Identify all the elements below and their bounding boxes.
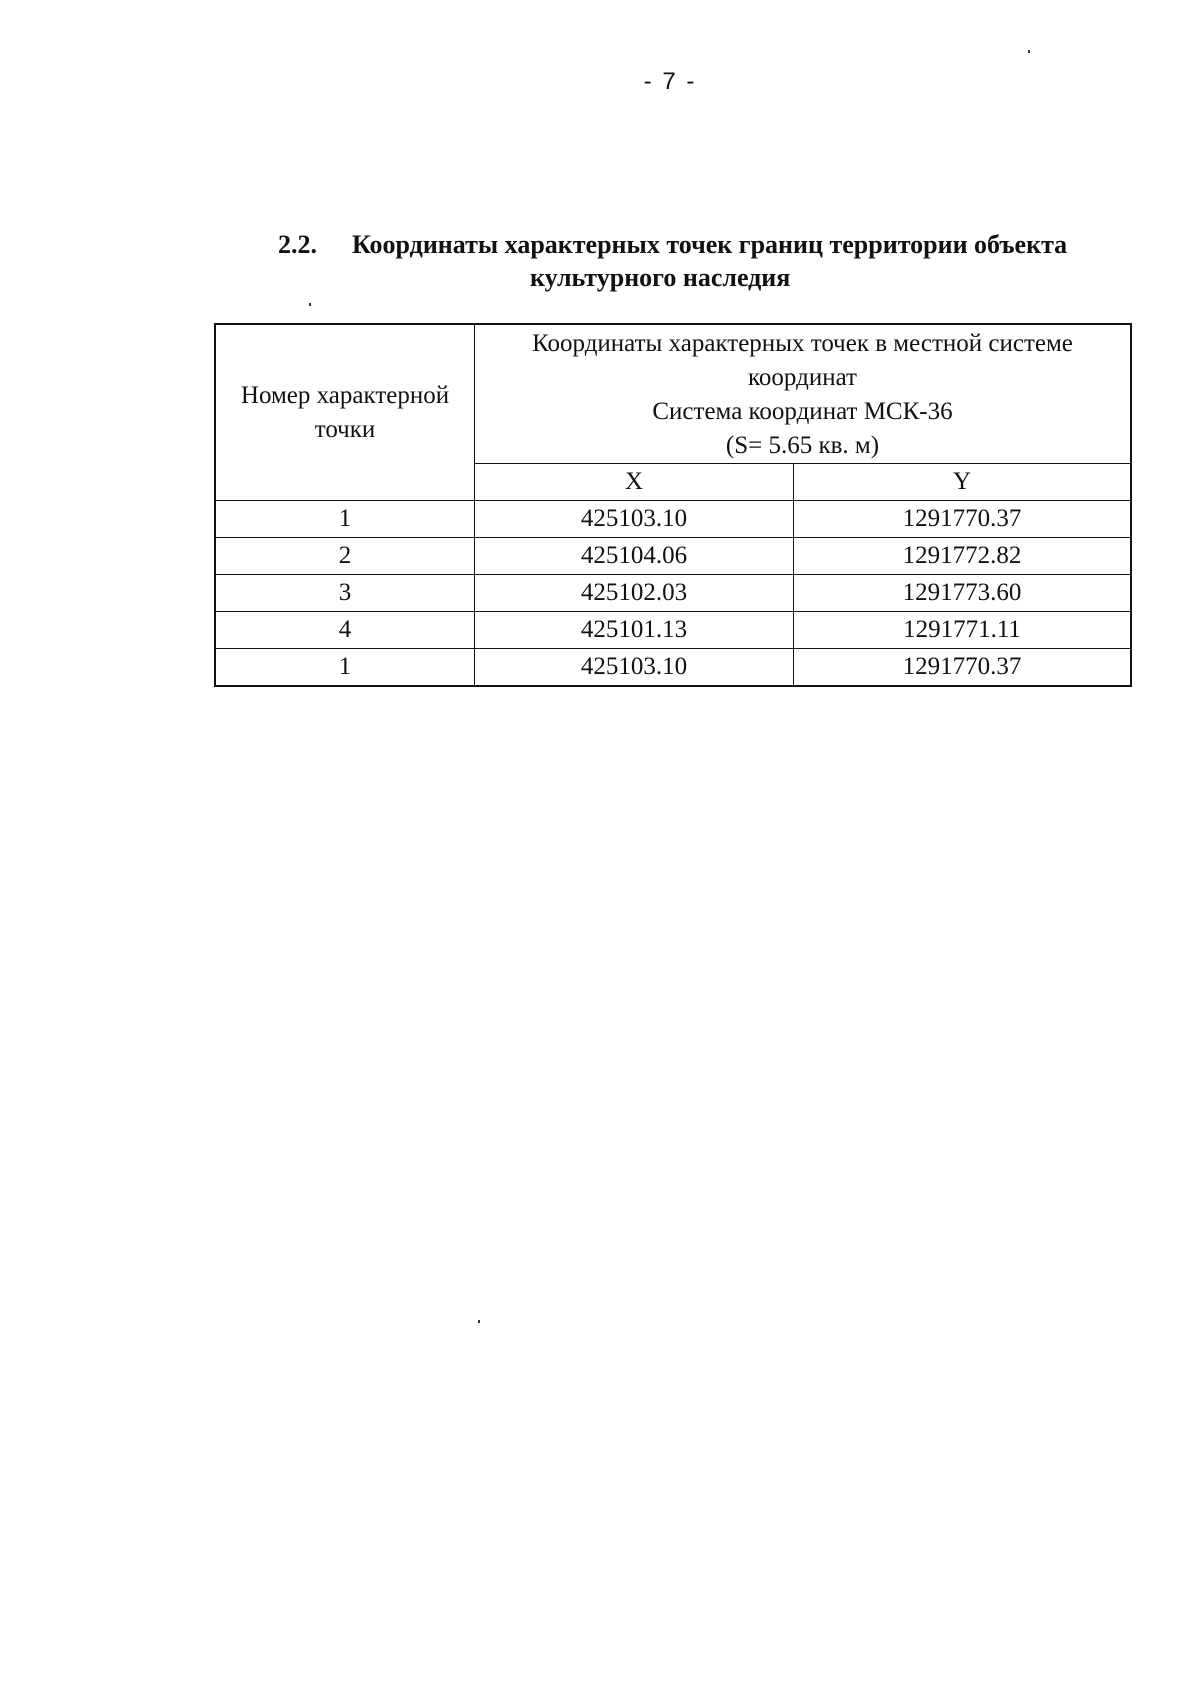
header-system-line2: координат — [748, 364, 857, 391]
header-system-line1: Координаты характерных точек в местной системе — [532, 330, 1073, 357]
section-title-line2: культурного наследия — [530, 263, 791, 292]
section-heading — [278, 228, 1158, 294]
cell-point: 1 — [215, 649, 475, 687]
table-row — [215, 501, 1131, 538]
page-number: - 7 - — [643, 68, 697, 95]
cell-y: 1291770.37 — [794, 501, 1132, 538]
cell-y: 1291772.82 — [794, 538, 1132, 575]
section-title-line1: Координаты характерных точек границ территории объекта — [352, 230, 1068, 259]
table-row — [215, 538, 1131, 575]
table-row — [215, 575, 1131, 612]
cell-point: 3 — [215, 575, 475, 612]
cell-point: 4 — [215, 612, 475, 649]
scan-speck — [1028, 50, 1030, 53]
header-coordinate-system — [475, 324, 1132, 464]
cell-x: 425102.03 — [475, 575, 794, 612]
cell-x: 425103.10 — [475, 501, 794, 538]
section-number: 2.2. — [278, 230, 317, 259]
cell-x: 425101.13 — [475, 612, 794, 649]
header-y: Y — [794, 464, 1132, 501]
scan-speck — [478, 1320, 480, 1323]
table-row — [215, 649, 1131, 687]
table-row — [215, 612, 1131, 649]
header-system-line4: (S= 5.65 кв. м) — [725, 432, 880, 459]
header-x: X — [475, 464, 794, 501]
header-point-number: Номер характерной точки — [215, 324, 475, 501]
header-system-line3: Система координат МСК-36 — [652, 398, 953, 425]
cell-y: 1291771.11 — [794, 612, 1132, 649]
cell-y: 1291770.37 — [794, 649, 1132, 687]
cell-point: 1 — [215, 501, 475, 538]
coordinates-table — [214, 323, 1132, 687]
cell-x: 425104.06 — [475, 538, 794, 575]
cell-point: 2 — [215, 538, 475, 575]
cell-y: 1291773.60 — [794, 575, 1132, 612]
table-header-row — [215, 324, 1131, 464]
cell-x: 425103.10 — [475, 649, 794, 687]
scan-speck — [309, 303, 311, 306]
